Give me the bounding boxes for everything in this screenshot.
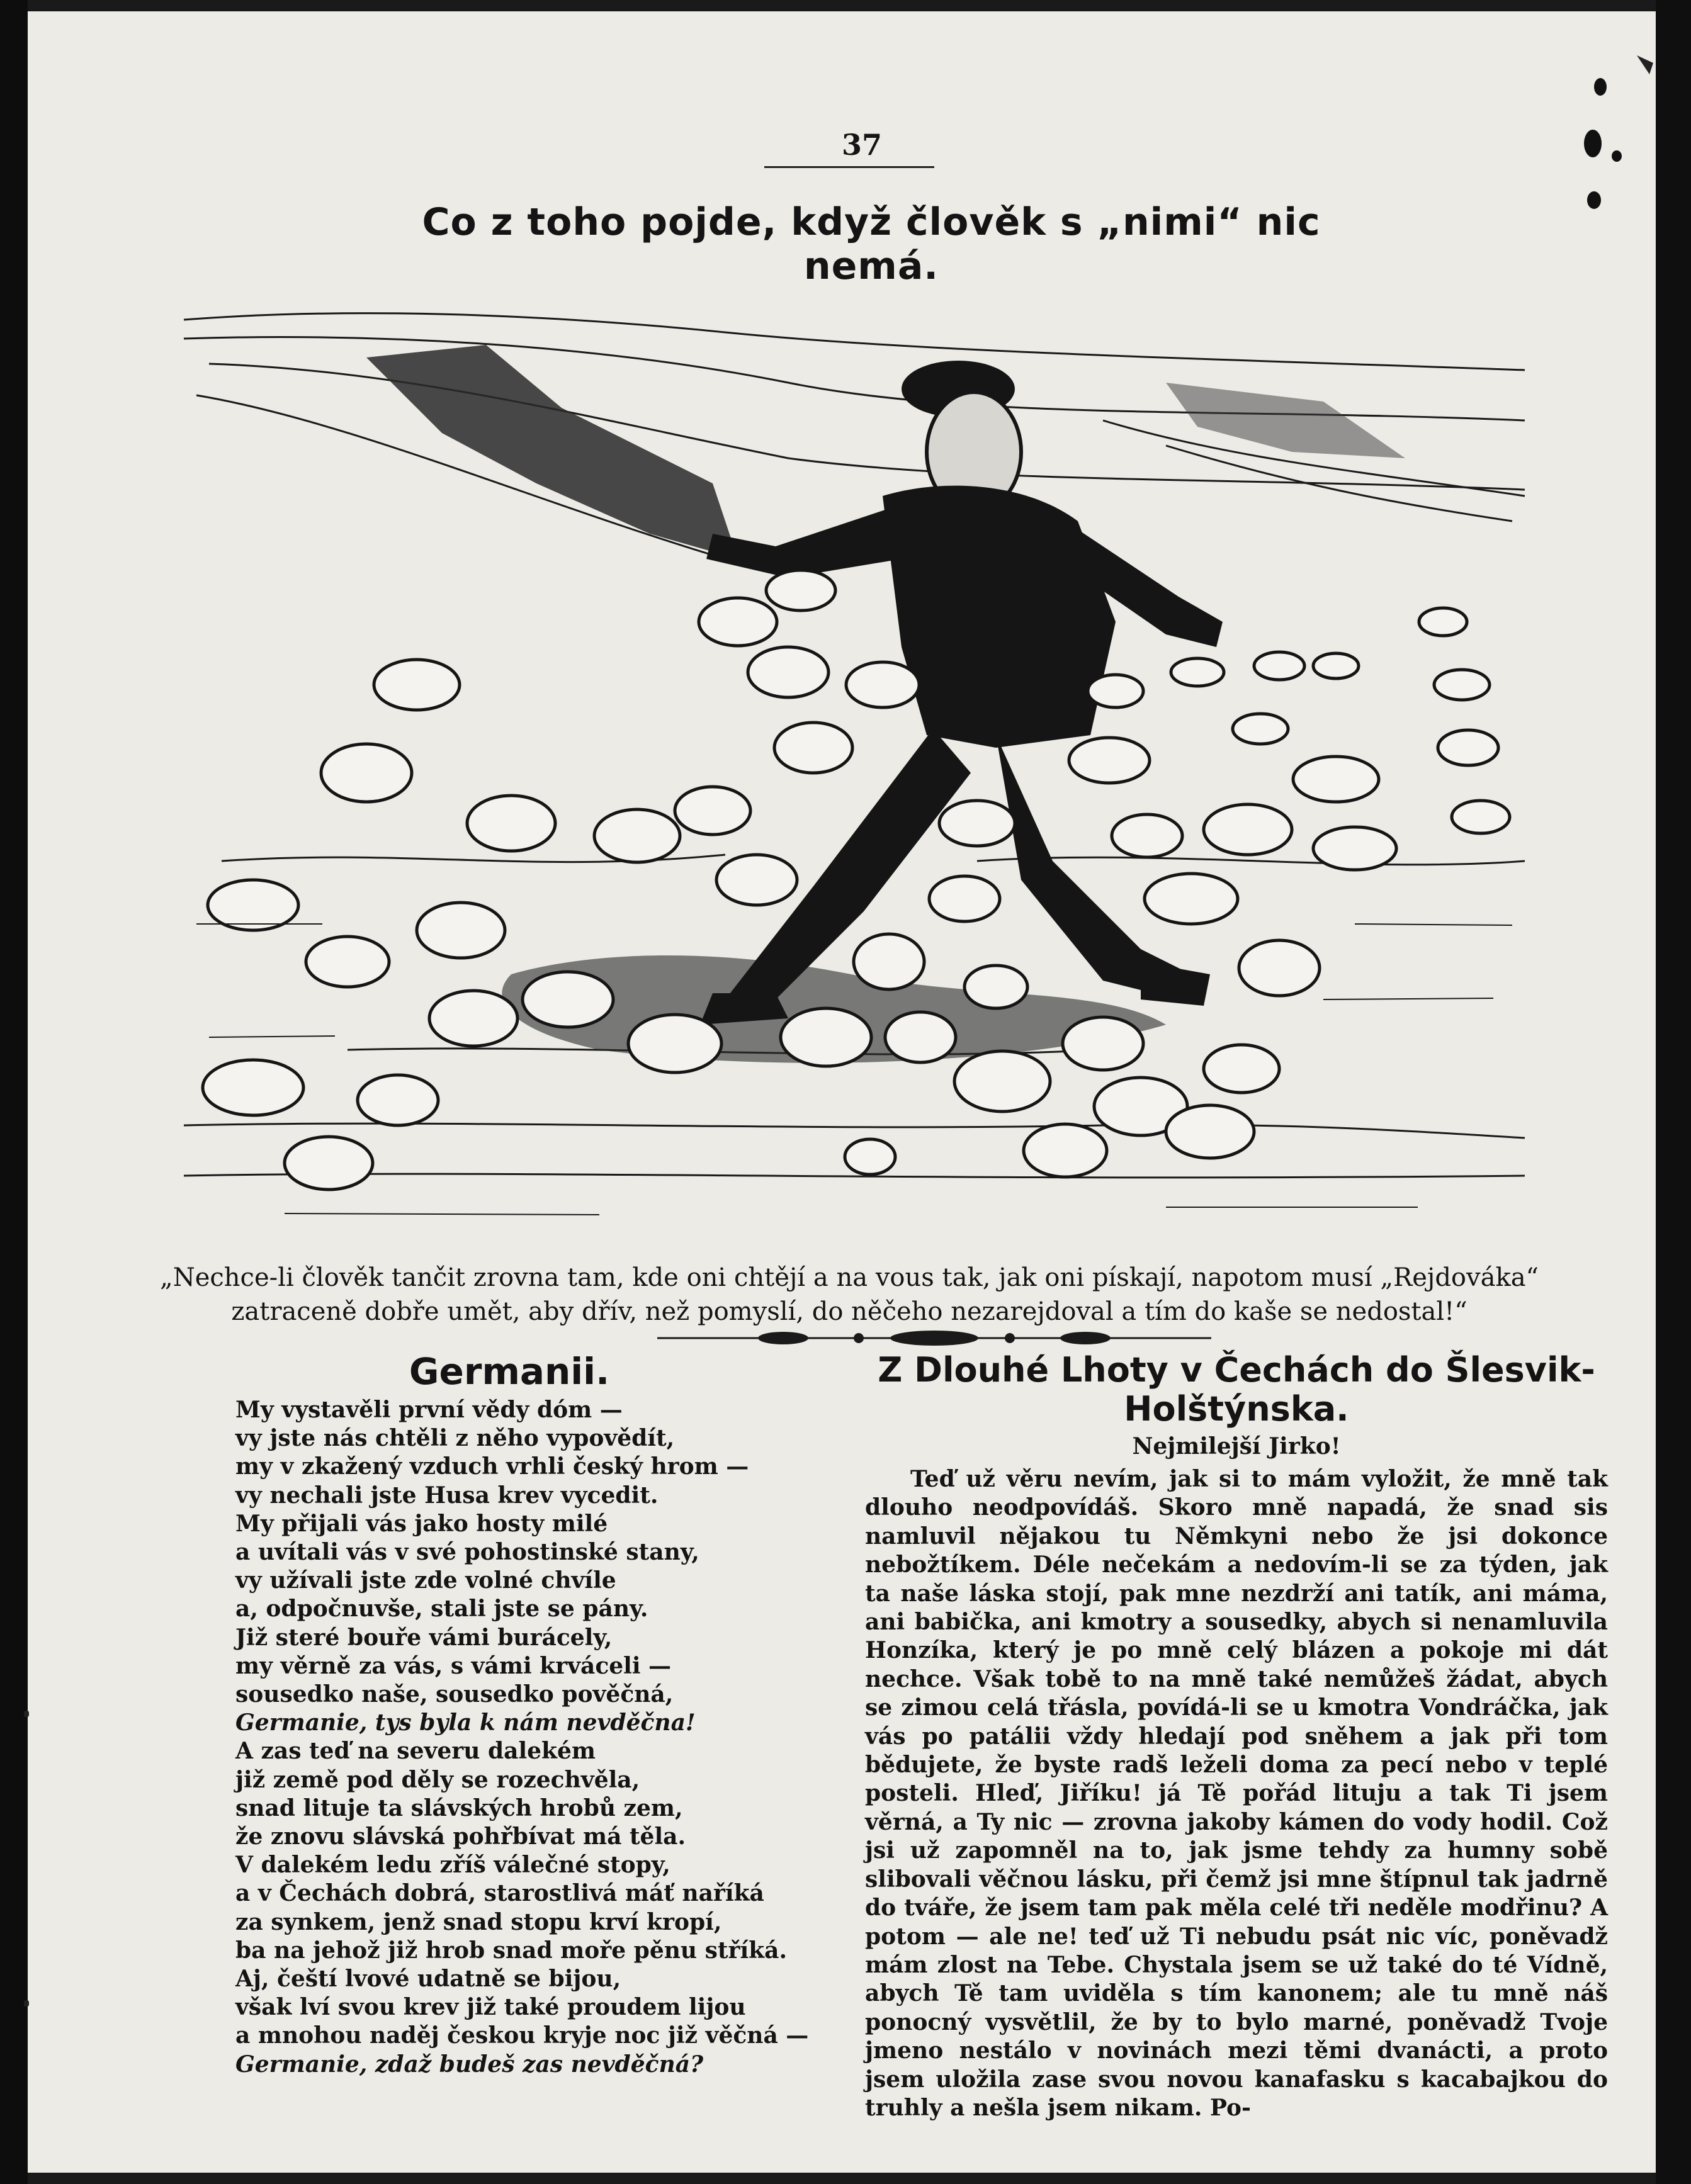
poem-verse-line: vy jste nás chtěli z něho vypovědít,	[235, 1425, 675, 1452]
cartoon-illustration	[159, 295, 1544, 1251]
newspaper-page	[28, 11, 1656, 2173]
poem-verse-line: a v Čechách dobrá, starostlivá máť naříká	[235, 1880, 764, 1907]
poem-verse-line: vy nechali jste Husa krev vycedit.	[235, 1482, 659, 1509]
poem-column	[235, 1350, 809, 2079]
scan-border-right	[1656, 0, 1691, 2184]
poem-verse-line: za synkem, jenž snad stopu krví kropí,	[235, 1908, 722, 1935]
poem-verse-line: sousedko naše, sousedko pověčná,	[235, 1681, 674, 1708]
poem-verse-line: že znovu slávská pohřbívat má těla.	[235, 1823, 686, 1850]
scan-border-left	[0, 0, 28, 2184]
ornamental-divider	[657, 1326, 1211, 1351]
letter-title: Z Dlouhé Lhoty v Čechách do Šlesvik-Holštýnska.	[878, 1350, 1595, 1429]
poem-verse-line: Již steré bouře vámi burácely,	[235, 1624, 613, 1651]
poem-verse-line: my v zkažený vzduch vrhli český hrom —	[235, 1453, 749, 1480]
poem-verse-line: My přijali vás jako hosty milé	[235, 1510, 608, 1537]
poem-verse-line: vy užívali jste zde volné chvíle	[235, 1567, 616, 1594]
ink-blot-marks	[1561, 49, 1656, 238]
poem-verse-line: snad lituje ta slávských hrobů zem,	[235, 1794, 683, 1821]
poem-verse-line: a, odpočnuvše, stali jste se pány.	[235, 1596, 648, 1623]
letter-salutation: Nejmilejší Jirko!	[1132, 1433, 1341, 1460]
poem-verse-line: Germanie, zdaž budeš zas nevděčná?	[235, 2051, 704, 2078]
poem-verse-line: ba na jehož již hrob snad moře pěnu stříká.	[235, 1937, 787, 1964]
margin-mark	[24, 1711, 29, 1717]
poem-verse-line: však lví svou krev již také proudem lijou	[235, 1994, 746, 2021]
poem-verse-line: již země pod děly se rozechvěla,	[235, 1766, 640, 1793]
letter-column	[865, 1351, 1608, 2122]
poem-verse-line: V dalekém ledu zříš válečné stopy,	[235, 1852, 670, 1879]
poem-verse-line: Germanie, tys byla k nám nevděčna!	[235, 1709, 696, 1737]
page-number: 37	[841, 128, 882, 162]
poem-verse-line: my věrně za vás, s vámi krváceli —	[235, 1652, 672, 1679]
page-number-rule	[764, 166, 934, 168]
letter-body: Teď už věru nevím, jak si to mám vyložit, že mně tak dlouho neodpovídáš. Skoro mně napadá, že snad sis namluvil nějakou tu Němkyni nebo že jsi dokonce nebožtíkem. Déle nečekám a nedovím-li se za týden, jak ta naše láska stojí, pak mne nezdrží ani tatík, ani máma, ani babička, ani kmotry a sousedky, abych si nenamluvila Honzíka, který je po mně celý blázen a pokoje mi dát nechce. Však tobě to na mně také nemůžeš žádat, abych se zimou celá třásla, povídá-li se u kmotra Vondráčka, jak vás po patálii vždy hledají pod sněhem a jak při tom bědujete, že byste radš leželi doma za pecí nebo v teplé posteli. Hleď, Jiříku! já Tě pořád lituju a tak Ti jsem věrná, a Ty nic — zrovna jakoby kámen do vody hodil. Což jsi už zapomněl na to, jak jsme tehdy za humny sobě slibovali věčnou lásku, při čemž jsi mne štípnul tak jadrně do tváře, že jsem tam pak měla celé tři neděle modřinu? A potom — ale ne! teď už Ti nebudu psát nic víc, poněvadž mám zlost na Tebe. Chystala jsem se už také do té Vídně, abych Tě tam uviděla s tím kanonem; ale tu mně náš ponocný vysvětlil, že by to bylo marné, poněvadž Tvoje jmeno nestálo v novinách mezi těmi dvanácti, a proto jsem uložila zase svou novou kanafasku s kacabajkou do truhly a nešla jsem nikam. Po-	[865, 1466, 1608, 2121]
poem-verse-line: a mnohou naděj českou kryje noc již věčná —	[235, 2022, 809, 2049]
poem-verse-line: Aj, čeští lvové udatně se bijou,	[235, 1966, 621, 1993]
poem-title: Germanii.	[409, 1350, 610, 1393]
illustration-caption: „Nechce-li člověk tančit zrovna tam, kde oni chtějí a na vous tak, jak oni pískají, napotom musí „Rejdováka“ zatraceně dobře umět, aby dřív, než pomyslí, do něčeho nezarejdoval a tím do kaše se nedostal!“	[160, 1263, 1539, 1326]
poem-verse-line: a uvítali vás v své pohostinské stany,	[235, 1539, 699, 1566]
poem-verse-line: A zas teď na severu dalekém	[235, 1738, 596, 1765]
margin-mark	[24, 2000, 29, 2007]
poem-verses	[235, 1396, 809, 2079]
page-headline: Co z toho pojde, když člověk s „nimi“ nic nemá.	[422, 200, 1321, 288]
poem-verse-line: My vystavěli první vědy dóm —	[235, 1397, 623, 1423]
